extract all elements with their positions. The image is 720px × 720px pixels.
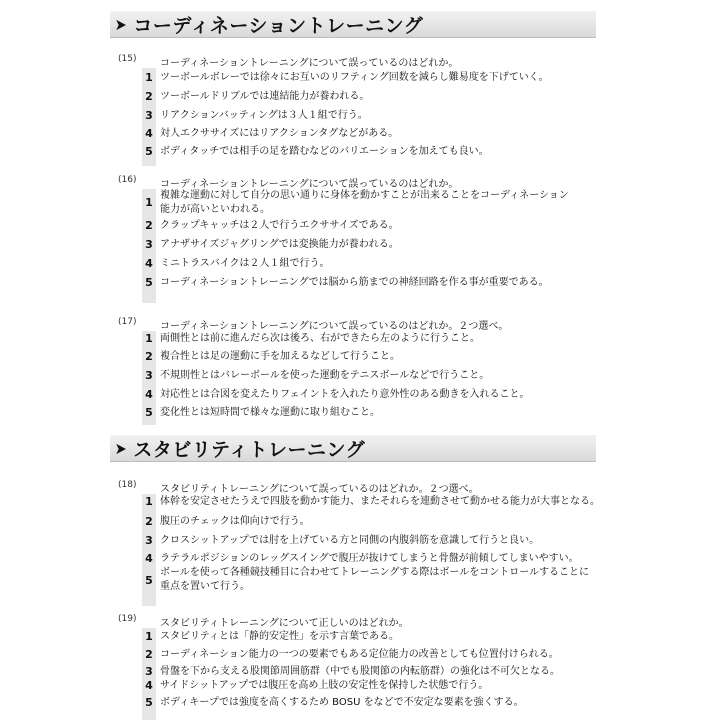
option-number: 2: [145, 648, 153, 661]
option-text: 不規則性とはバレーボールを使った運動をテニスボールなどで行うこと。: [160, 370, 490, 381]
option-number: 3: [145, 238, 153, 251]
option-number: 2: [145, 219, 153, 232]
option-number: 1: [145, 332, 153, 345]
option-text-continued: 能力が高いといわれる。: [160, 204, 270, 215]
option-text: クロスシットアップでは肘を上げている方と同側の内腹斜筋を意識して行うと良い。: [160, 535, 540, 546]
option-number: 5: [145, 145, 153, 158]
section-title: コーディネーショントレーニング: [133, 14, 424, 37]
question-number: (19): [118, 614, 137, 624]
option-text: ミニトラスバイクは２人１組で行う。: [160, 258, 330, 269]
option-number: 4: [145, 388, 153, 401]
option-text: スタビリティとは「静的安定性」を示す言葉である。: [160, 631, 399, 642]
option-text: 腹圧のチェックは仰向けで行う。: [160, 516, 310, 527]
option-number: 3: [145, 109, 153, 122]
option-text: コーディネーション能力の一つの要素でもある定位能力の改善としても位置付けられる。: [160, 649, 559, 660]
option-text: コーディネーショントレーニングでは脳から筋までの神経回路を作る事が重要である。: [160, 277, 549, 288]
option-number: 3: [145, 665, 153, 678]
option-number: 4: [145, 679, 153, 692]
option-text: ボールを使って各種競技種目に合わせてトレーニングする際はボールをコントロールすることに: [160, 567, 589, 578]
option-text: 両側性とは前に進んだら次は後ろ、右ができたら左のように行うこと。: [160, 333, 480, 344]
option-text: ツーボールドリブルでは連結能力が養われる。: [160, 91, 370, 102]
question-text: コーディネーショントレーニングについて誤っているのはどれか。: [160, 58, 459, 69]
option-text: 骨盤を下から支える股関節周囲筋群（中でも股関節の内転筋群）の強化は不可欠となる。: [160, 666, 560, 677]
option-number: 1: [145, 71, 153, 84]
option-number: 2: [145, 350, 153, 363]
option-number: 4: [145, 552, 153, 565]
option-text-continued: 重点を置いて行う。: [160, 581, 250, 592]
option-text: サイドシットアップでは腹圧を高め上肢の安定性を保持した状態で行う。: [160, 680, 489, 691]
section-header-coordination: [110, 11, 596, 38]
option-number: 4: [145, 257, 153, 270]
option-text: リアクションバッティングは３人１組で行う。: [160, 110, 368, 121]
option-text: 変化性とは短時間で様々な運動に取り組むこと。: [160, 407, 380, 418]
option-text: ボディタッチでは相手の足を踏むなどのバリエーションを加えても良い。: [160, 146, 489, 157]
option-text: 体幹を安定させたうえで四肢を動かす能力、またそれらを連動させて動かせる能力が大事となる。: [160, 496, 600, 507]
option-text: アナザサイズジャグリングでは変換能力が養われる。: [160, 239, 399, 250]
question-text: スタビリティトレーニングについて誤っているのはどれか。２つ選べ。: [160, 484, 479, 495]
option-text: クラップキャッチは２人で行うエクササイズである。: [160, 220, 399, 231]
question-number: (18): [118, 480, 137, 490]
question-number: (17): [118, 317, 137, 327]
option-text: 対応性とは合図を変えたりフェイントを入れたり意外性のある動きを入れること。: [160, 389, 530, 400]
option-number: 1: [145, 196, 153, 209]
option-number: 3: [145, 369, 153, 382]
option-number: 5: [145, 574, 153, 587]
option-text: 対人エクササイズにはリアクションタグなどがある。: [160, 128, 399, 139]
question-text: スタビリティトレーニングについて正しいのはどれか。: [160, 618, 409, 629]
question-number: (16): [118, 175, 137, 185]
option-number: 5: [145, 276, 153, 289]
option-number: 5: [145, 696, 153, 709]
question-text: コーディネーショントレーニングについて誤っているのはどれか。: [160, 179, 459, 190]
option-number: 1: [145, 495, 153, 508]
section-header-stability: [110, 435, 596, 462]
option-number: 1: [145, 630, 153, 643]
question-number: (15): [118, 54, 137, 64]
option-number: 3: [145, 534, 153, 547]
option-text: ボディキープでは強度を高くするため BOSU をなどで不安定な要素を強くする。: [160, 697, 524, 708]
option-text: 複雑な運動に対して自分の思い通りに身体を動かすことが出来ることをコーディネーション: [160, 190, 569, 201]
section-title: スタビリティトレーニング: [133, 438, 366, 461]
question-bar: [142, 494, 156, 606]
arrow-bullet-icon: ➤: [114, 14, 127, 34]
option-text: 複合性とは足の運動に手を加えるなどして行うこと。: [160, 351, 400, 362]
option-number: 5: [145, 406, 153, 419]
question-text: コーディネーショントレーニングについて誤っているのはどれか。２つ選べ。: [160, 321, 509, 332]
arrow-bullet-icon: ➤: [114, 438, 127, 458]
option-number: 2: [145, 90, 153, 103]
option-text: ラテラルポジションのレッグスイングで腹圧が抜けてしまうと骨盤が前傾してしまいやすい。: [160, 553, 579, 564]
option-text: ツーボールボレーでは徐々にお互いのリフティング回数を減らし難易度を下げていく。: [160, 72, 549, 83]
option-number: 2: [145, 515, 153, 528]
option-number: 4: [145, 127, 153, 140]
